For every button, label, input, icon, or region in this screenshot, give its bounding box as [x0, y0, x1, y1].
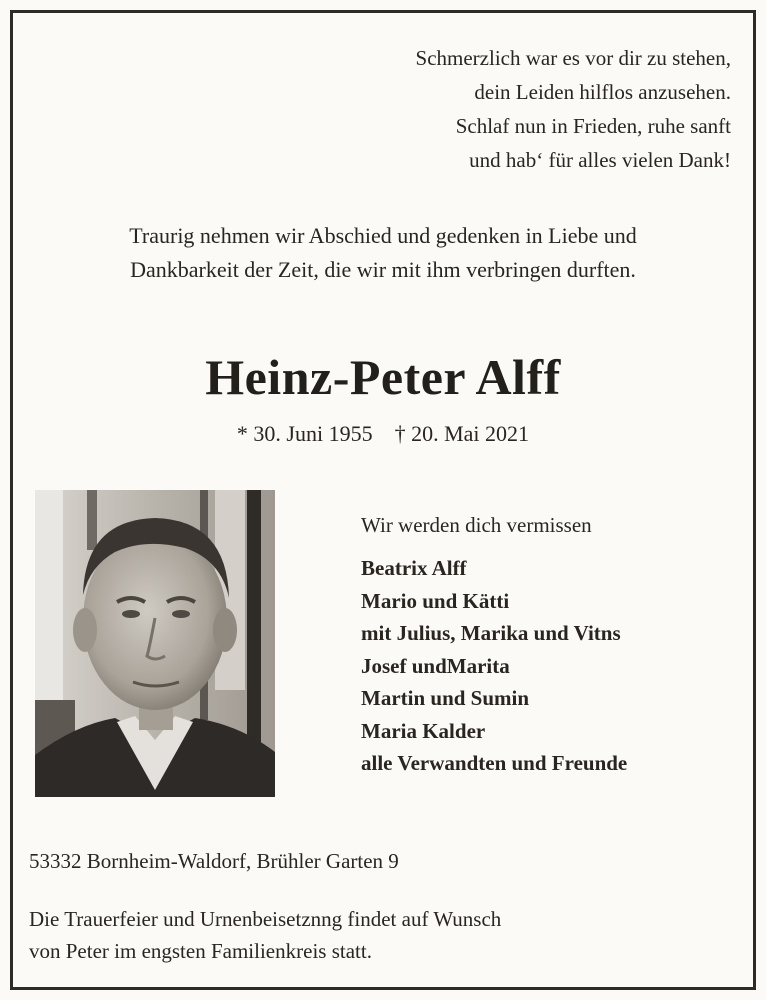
family-member: Mario und Kätti	[361, 588, 510, 613]
intro-line: Traurig nehmen wir Abschied und gedenken in Liebe und	[129, 223, 637, 248]
family-member: alle Verwandten und Freunde	[361, 751, 628, 775]
family-member: Martin und Sumin	[361, 686, 530, 710]
intro-text	[13, 219, 753, 287]
death-date: † 20. Mai 2021	[394, 421, 530, 446]
notice-line: von Peter im engsten Familienkreis statt.	[29, 939, 372, 963]
portrait-image	[35, 490, 275, 797]
family-member: Beatrix Alff	[361, 556, 467, 580]
obituary-frame	[10, 10, 756, 990]
family-member: Josef undMarita	[361, 653, 510, 678]
verse-line: Schlaf nun in Frieden, ruhe sanft	[455, 114, 731, 138]
family-member: Maria Kalder	[361, 718, 486, 743]
verse-line: und hab‘ für alles vielen Dank!	[469, 148, 731, 172]
life-dates	[13, 421, 753, 447]
family-list	[361, 513, 627, 780]
notice-line: Die Trauerfeier und Urnenbeisetznng findet auf Wunsch	[29, 907, 502, 931]
verse-line: dein Leiden hilflos anzusehen.	[474, 80, 731, 104]
birth-date: * 30. Juni 1955	[236, 421, 373, 446]
intro-line: Dankbarkeit der Zeit, die wir mit ihm verbringen durften.	[130, 257, 636, 282]
funeral-notice	[29, 903, 501, 967]
family-lead: Wir werden dich vermissen	[361, 513, 592, 537]
portrait-photo	[35, 490, 275, 797]
verse-line: Schmerzlich war es vor dir zu stehen,	[415, 46, 731, 70]
family-member: mit Julius, Marika und Vitns	[361, 621, 621, 645]
address: 53332 Bornheim-Waldorf, Brühler Garten 9	[29, 849, 399, 873]
verse-block	[416, 41, 731, 177]
deceased-name: Heinz-Peter Alff	[205, 349, 561, 405]
